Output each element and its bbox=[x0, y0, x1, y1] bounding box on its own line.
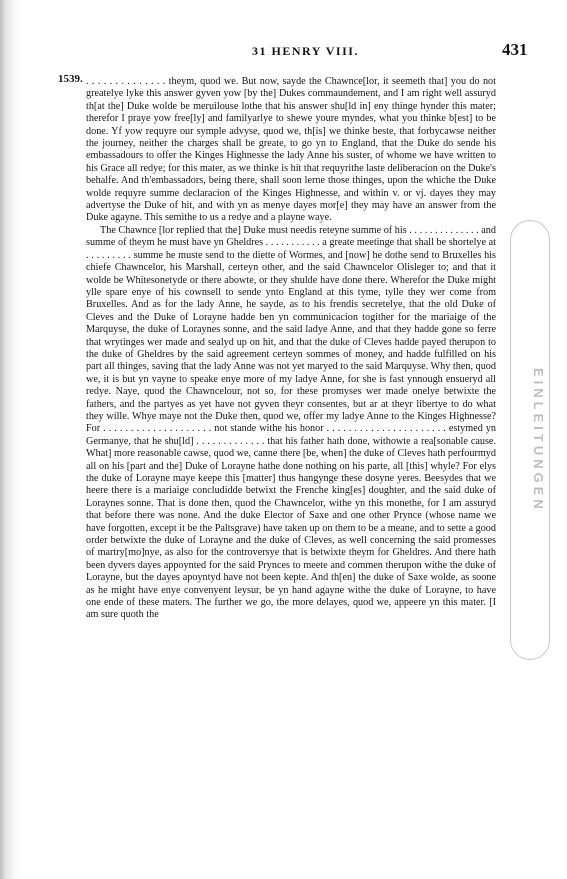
library-stamp-watermark bbox=[510, 220, 550, 660]
stamp-text: EINLEITUNGEN bbox=[531, 367, 546, 513]
paragraph-2: The Chawnce [lor replied that the] Duke must needis reteyne summe of his . . . . . . . . . . . . . . and summe of theym he must have yn Gheldres . . . . . . . . . . . a greate meetinge that shall be shortelye at . . . . . . . . . summe he muste send to the diette of Wormes, and [now] he dothe send to Bruxelles his chiefe Chawncelor, his Marshall, certeyn other, and the said Chawncelor Olisleger to; and that it wolde be Whitesonetyde or there abowte, or they shulde have done there. Wherefor the Duke might ylle spare enye of his cownsell to sende ynto England at this tyme, tylle they wer come from Bruxelles. And as for the lady Anne, he sayde, as to his frendis secretelye, that the old Duke of Cleves and the Duke of Lorayne hadde ben yn communicacion togither for the mariaige of the Marquyse, the duke of Loraynes sonne, and the said ladye Anne, and that they hadde gone so ferre that wrytinges wer made and sealyd up on hit, and that the duke of Cleves hadde payed therupon to the duke of Gheldres by the said agreement certeyn sommes of money, and hadde fulfilled on his part all thinges, saving that the lady Anne was not yet maryed to the said Marquyse. Why then, quod we, it is but yn vayne to speake enye more of my ladye Anne, for she is fast ynnough ensueryd all redye. Naye, quod the Chawncelour, not so, for these promyses wer made onelye betwixte the fathers, and the partyes as yet have not gyven theyr consentes, but ar at theyr libertye to do what they wille. Whye maye not the Duke then, quod we, offer my ladye Anne to the Kinges Highnesse? For . . . . . . . . . . . . . . . . . . . . not stande withe his honor . . . . . . . . . . . . . . . . . . . . . . estymed yn Germanye, that he shu[ld] . . . . . . . . . . . . . that his father hath done, withowte a rea[sonable cause. What] more reasonable cawse, quod we, canne there [be, when] the duke of Cleves hath perfourmyd all on his [part and the] Duke of Lorayne hathe done nothing on his parte, all [this] whyle? For elys the duke of Lorayne maye keepe this [matter] thus hangynge these dosyne yeres. Beesydes that we heere there is a mariaige concludidde betwixt the Frenche king[es] doughter, and the said duke of Loraynes sonne. That is done then, quod the Chawncelor, withe yn this monethe, for I am assuryd that before there was none. And the duke Elector of Saxe and one other Prynce (whose name we have forgotten, except it be the Paltsgrave) have taken up on them to be a meane, and to sette a good order betwixte the duke of Lorayne and the duke of Cleves, as well concerning the said promesses of martry[mo]nye, as also for the controversye that is betwixte theym for Gheldres. And there hath been dyvers dayes appoynted for the said Prynces to meete and commen therupon withe the duke of Lorayne, but the dayes apoyntyd have not been kepte. And th[en] the duke of Saxe wolde, as soone as he might have enye convenyent leysur, be yn hand agayne withe the duke of Lorayne, to have one ende of these maters. The further we go, the more delayes, quod we, appeere yn this mater. [I am sure quoth the bbox=[86, 224, 496, 621]
running-head-title: 31 HENRY VIII. bbox=[252, 44, 359, 58]
margin-year-note: 1539. bbox=[58, 73, 83, 85]
running-head bbox=[0, 40, 567, 64]
letter-body bbox=[86, 76, 496, 622]
page-number: 431 bbox=[502, 40, 528, 59]
page-gutter-shadow bbox=[0, 0, 20, 879]
paragraph-1: . . . . . . . . . . . . . . theym, quod we. But now, sayde the Chawnce[lor, it seemeth that] you do not greatelye lyke this answer gyven yow [by the] Dukes commaundement, and I am right well assuryd th[at the] Duke wolde be meruilouse lothe that his answer shu[ld in] eny thinge hynder this mater; therefor I praye yow free[ly] and familyarlye to shewe youre myndes, what you thinke b[est] to be done. Yf yow requyre our symple advyse, quod we, th[is] we thinke beste, that forbycawse neither the journey, neither the charges shall be greate, to go yn to England, that the Duke do sende his embassadours to offer the Kinges Highnesse the lady Anne his suster, of whome we have written to his Grace all redye; for this mater, as we thinke is hit that requyrithe laste deliberacion on the Duke's behalfe. And th'embassadors, being there, shall soon lerne those thinges, upon the whiche the Duke wolde requyre summe declaracion of the Kinges Highnesse, and within v. or vj. dayes they may advertyse the Duke of hit, and with yn as menye dayes mor[e] they may have an answer from the Duke agayne. This semithe to us a redye and a playne waye. bbox=[86, 76, 496, 224]
